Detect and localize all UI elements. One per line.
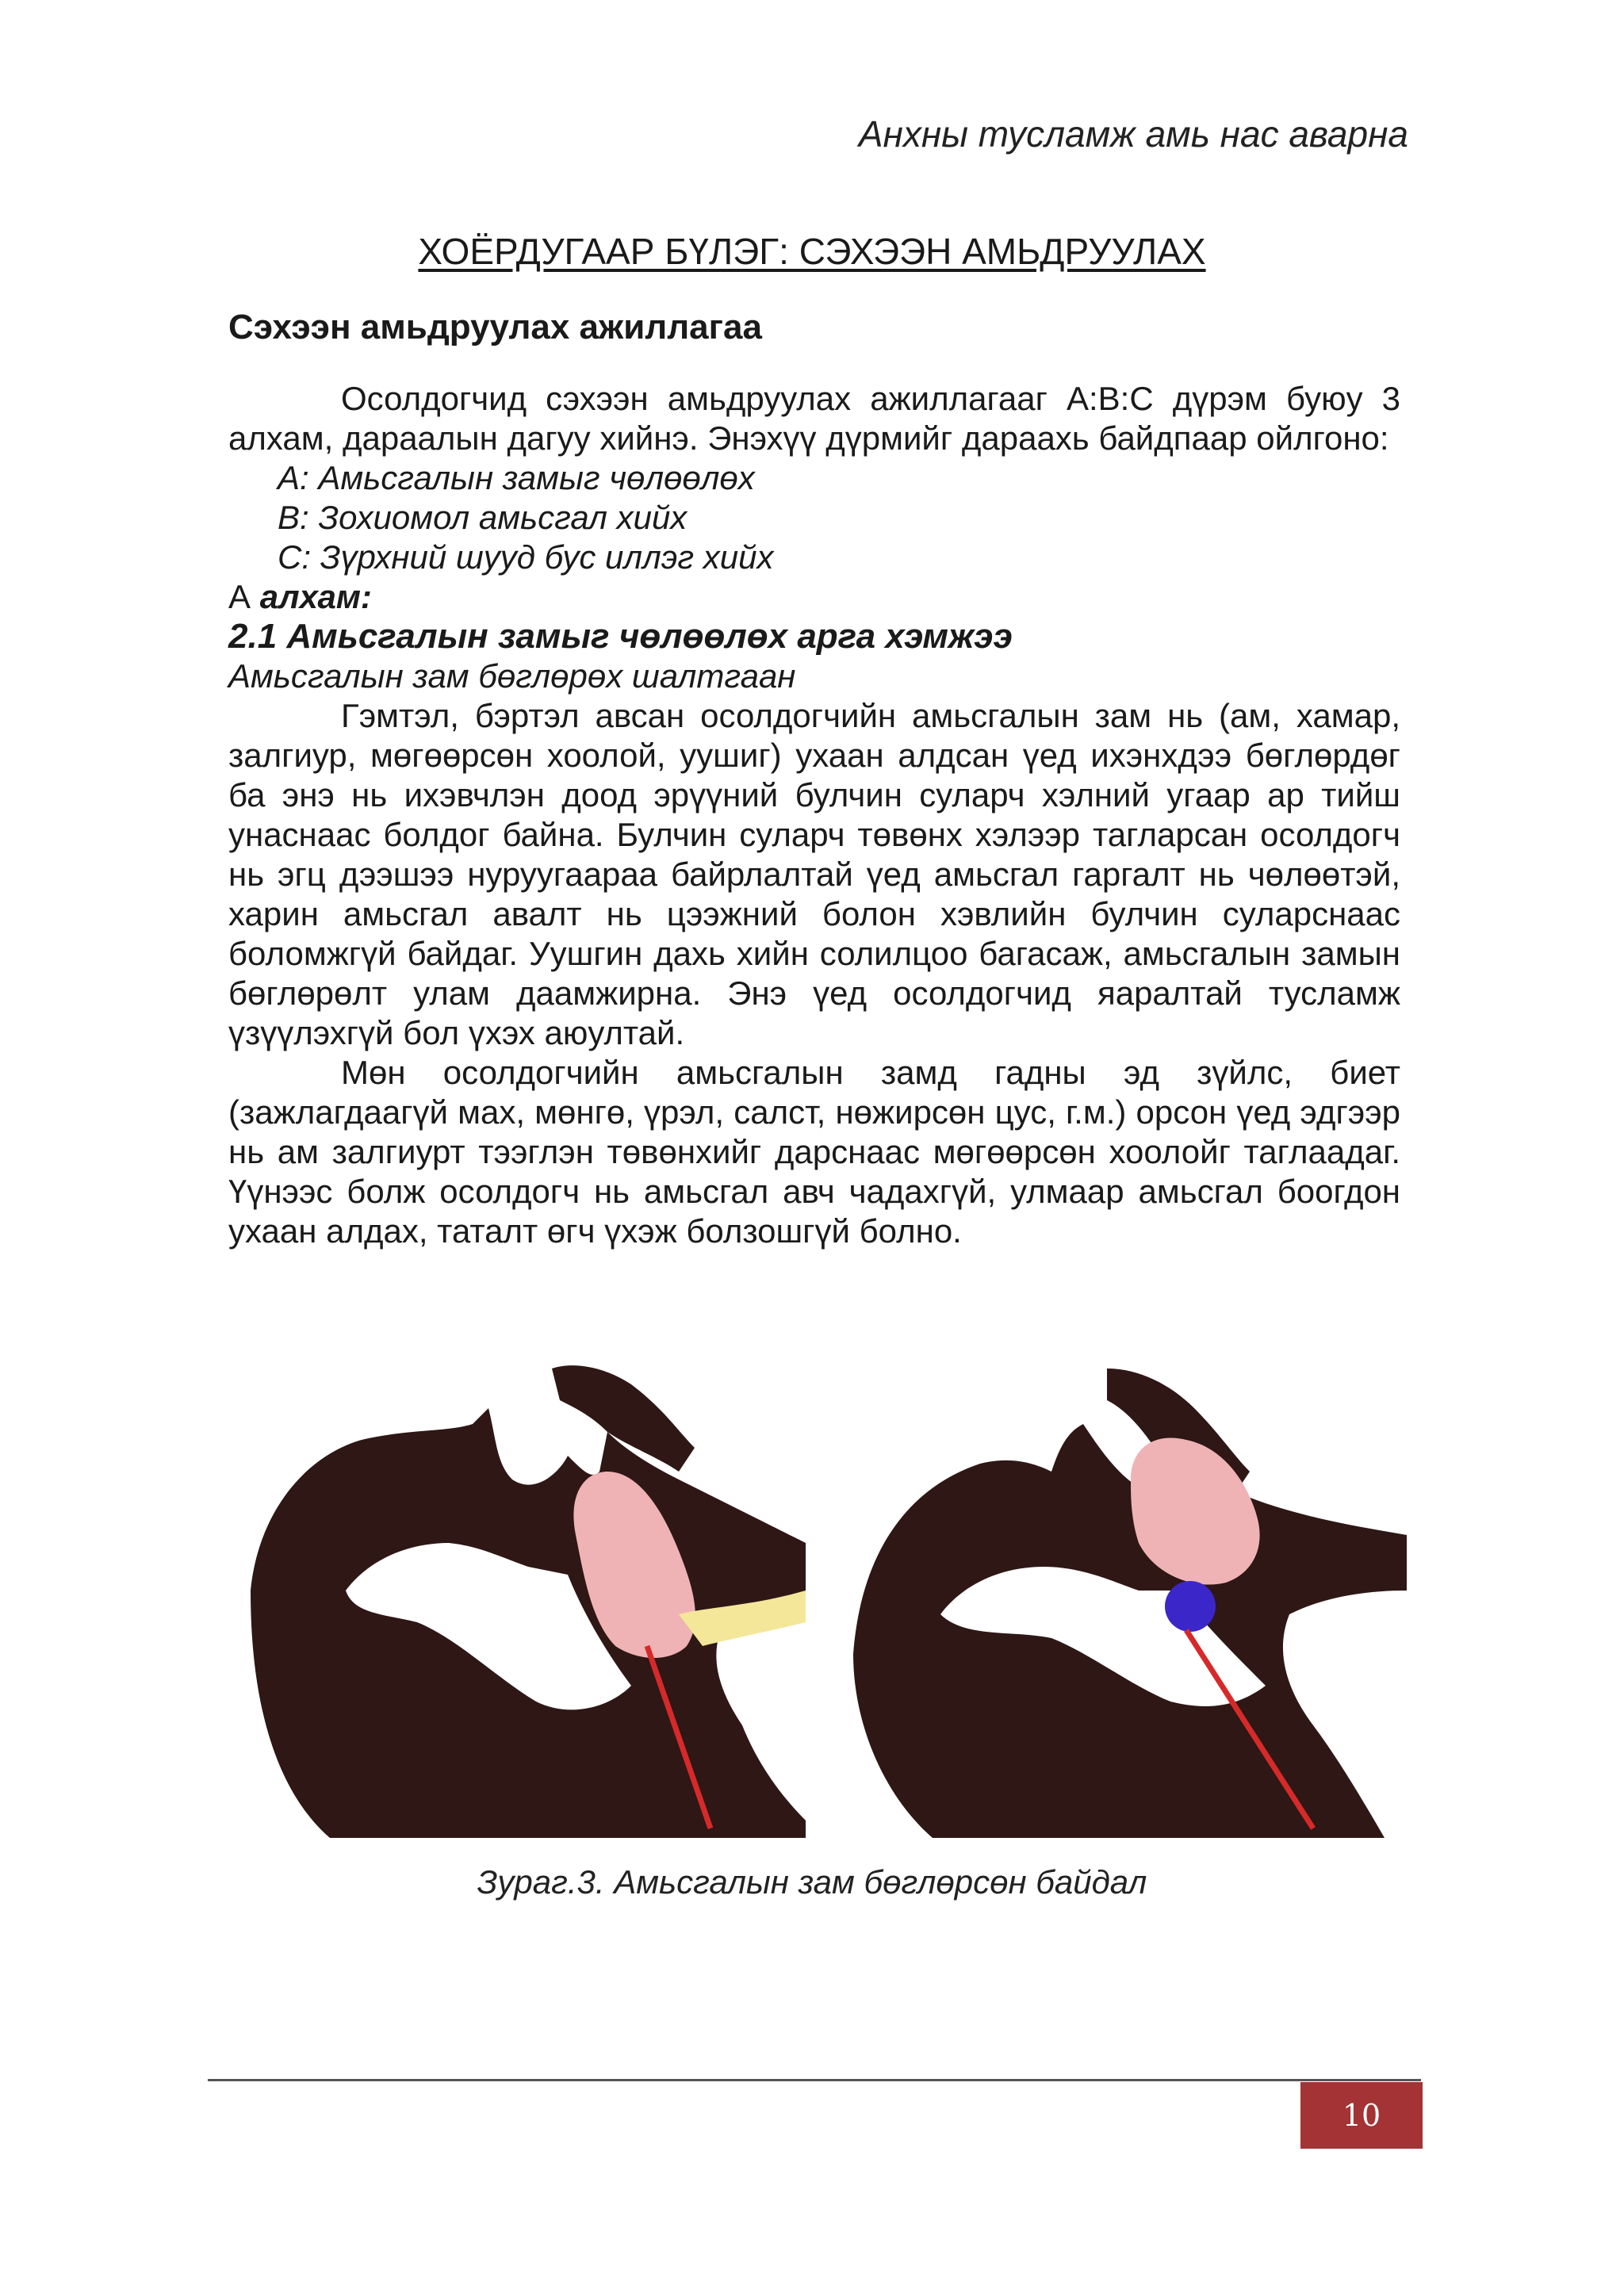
list-item: В: Зохиомол амьсгал хийх xyxy=(278,499,688,536)
right-panel-foreign-body xyxy=(853,1369,1407,1838)
body-content xyxy=(228,379,1400,1251)
intro-paragraph: Осолдогчид сэхээн амьдруулах ажиллагааг А:В:С дүрэм буюу 3 алхам, дараалын дагуу хийнэ. Энэхүү дүрмийг дараахь байдпаар ойлгоно: xyxy=(228,380,1400,457)
page-number: 10 xyxy=(1300,2082,1423,2149)
running-title: Анхны тусламж амь нас аварна xyxy=(858,113,1408,155)
step-label xyxy=(228,577,1400,617)
list-item: А: Амьсгалын замыг чөлөөлөх xyxy=(278,459,755,496)
airway-diagram-svg xyxy=(235,1353,1407,1838)
body-paragraph: Гэмтэл, бэртэл авсан осолдогчийн амьсгалын зам нь (ам, хамар, залгиур, мөгөөрсөн хоолой, уушиг) ухаан алдсан үед ихэнхдээ бөглөрдөг ба энэ нь ихэвчлэн доод эрүүний булчин суларч хэлний угаар ар тийш унаснаас болдог байна. Булчин суларч төвөнх хэлээр тагларсан осолдогч нь эгц дээшээ нуруугаараа байрлалтай үед амьсгал гаргалт нь чөлөөтэй, харин амьсгал авалт нь цээжний болон хэвлийн булчин суларснаас боломжгүй байдаг. Уушгин дахь хийн солилцоо багасаж, амьсгалын замын бөглөрөлт улам даамжирна. Энэ үед осолдогчид яаралтай тусламж үзүүлэхгүй бол үхэх аюултай. xyxy=(228,697,1400,1051)
body-paragraph: Мөн осолдогчийн амьсгалын замд гадны эд зүйлс, биет (зажлагдаагүй мах, мөнгө, үрэл, салст, нөжирсөн цус, г.м.) орсон үед эдгээр нь ам залгиурт тээглэн төвөнхийг дарснаас мөгөөрсөн хоолойг таглаадаг. Үүнээс болж осолдогч нь амьсгал авч чадахгүй, улмаар амьсгал боогдон ухаан алдах, таталт өгч үхэж болзошгүй болно. xyxy=(228,1054,1400,1250)
section-title: Сэхээн амьдруулах ажиллагаа xyxy=(228,308,762,346)
step-letter: А xyxy=(228,578,251,615)
left-panel-tongue-obstruction xyxy=(251,1365,806,1838)
list-item: С: Зүрхний шууд бус иллэг хийх xyxy=(278,538,774,576)
step-word: алхам: xyxy=(259,578,372,615)
chapter-title: ХОЁРДУГААР БҮЛЭГ: СЭХЭЭН АМЬДРУУЛАХ xyxy=(418,231,1206,272)
subsection-subtitle: Амьсгалын зам бөглөрөх шалтгаан xyxy=(228,657,796,695)
abc-list xyxy=(228,458,1400,577)
airway-illustration xyxy=(235,1353,1407,1838)
figure-caption: Зураг.3. Амьсгалын зам бөглөрсөн байдал xyxy=(477,1863,1147,1901)
footer-divider xyxy=(208,2079,1421,2081)
subsection-title: 2.1 Амьсгалын замыг чөлөөлөх арга хэмжээ xyxy=(228,617,1013,656)
